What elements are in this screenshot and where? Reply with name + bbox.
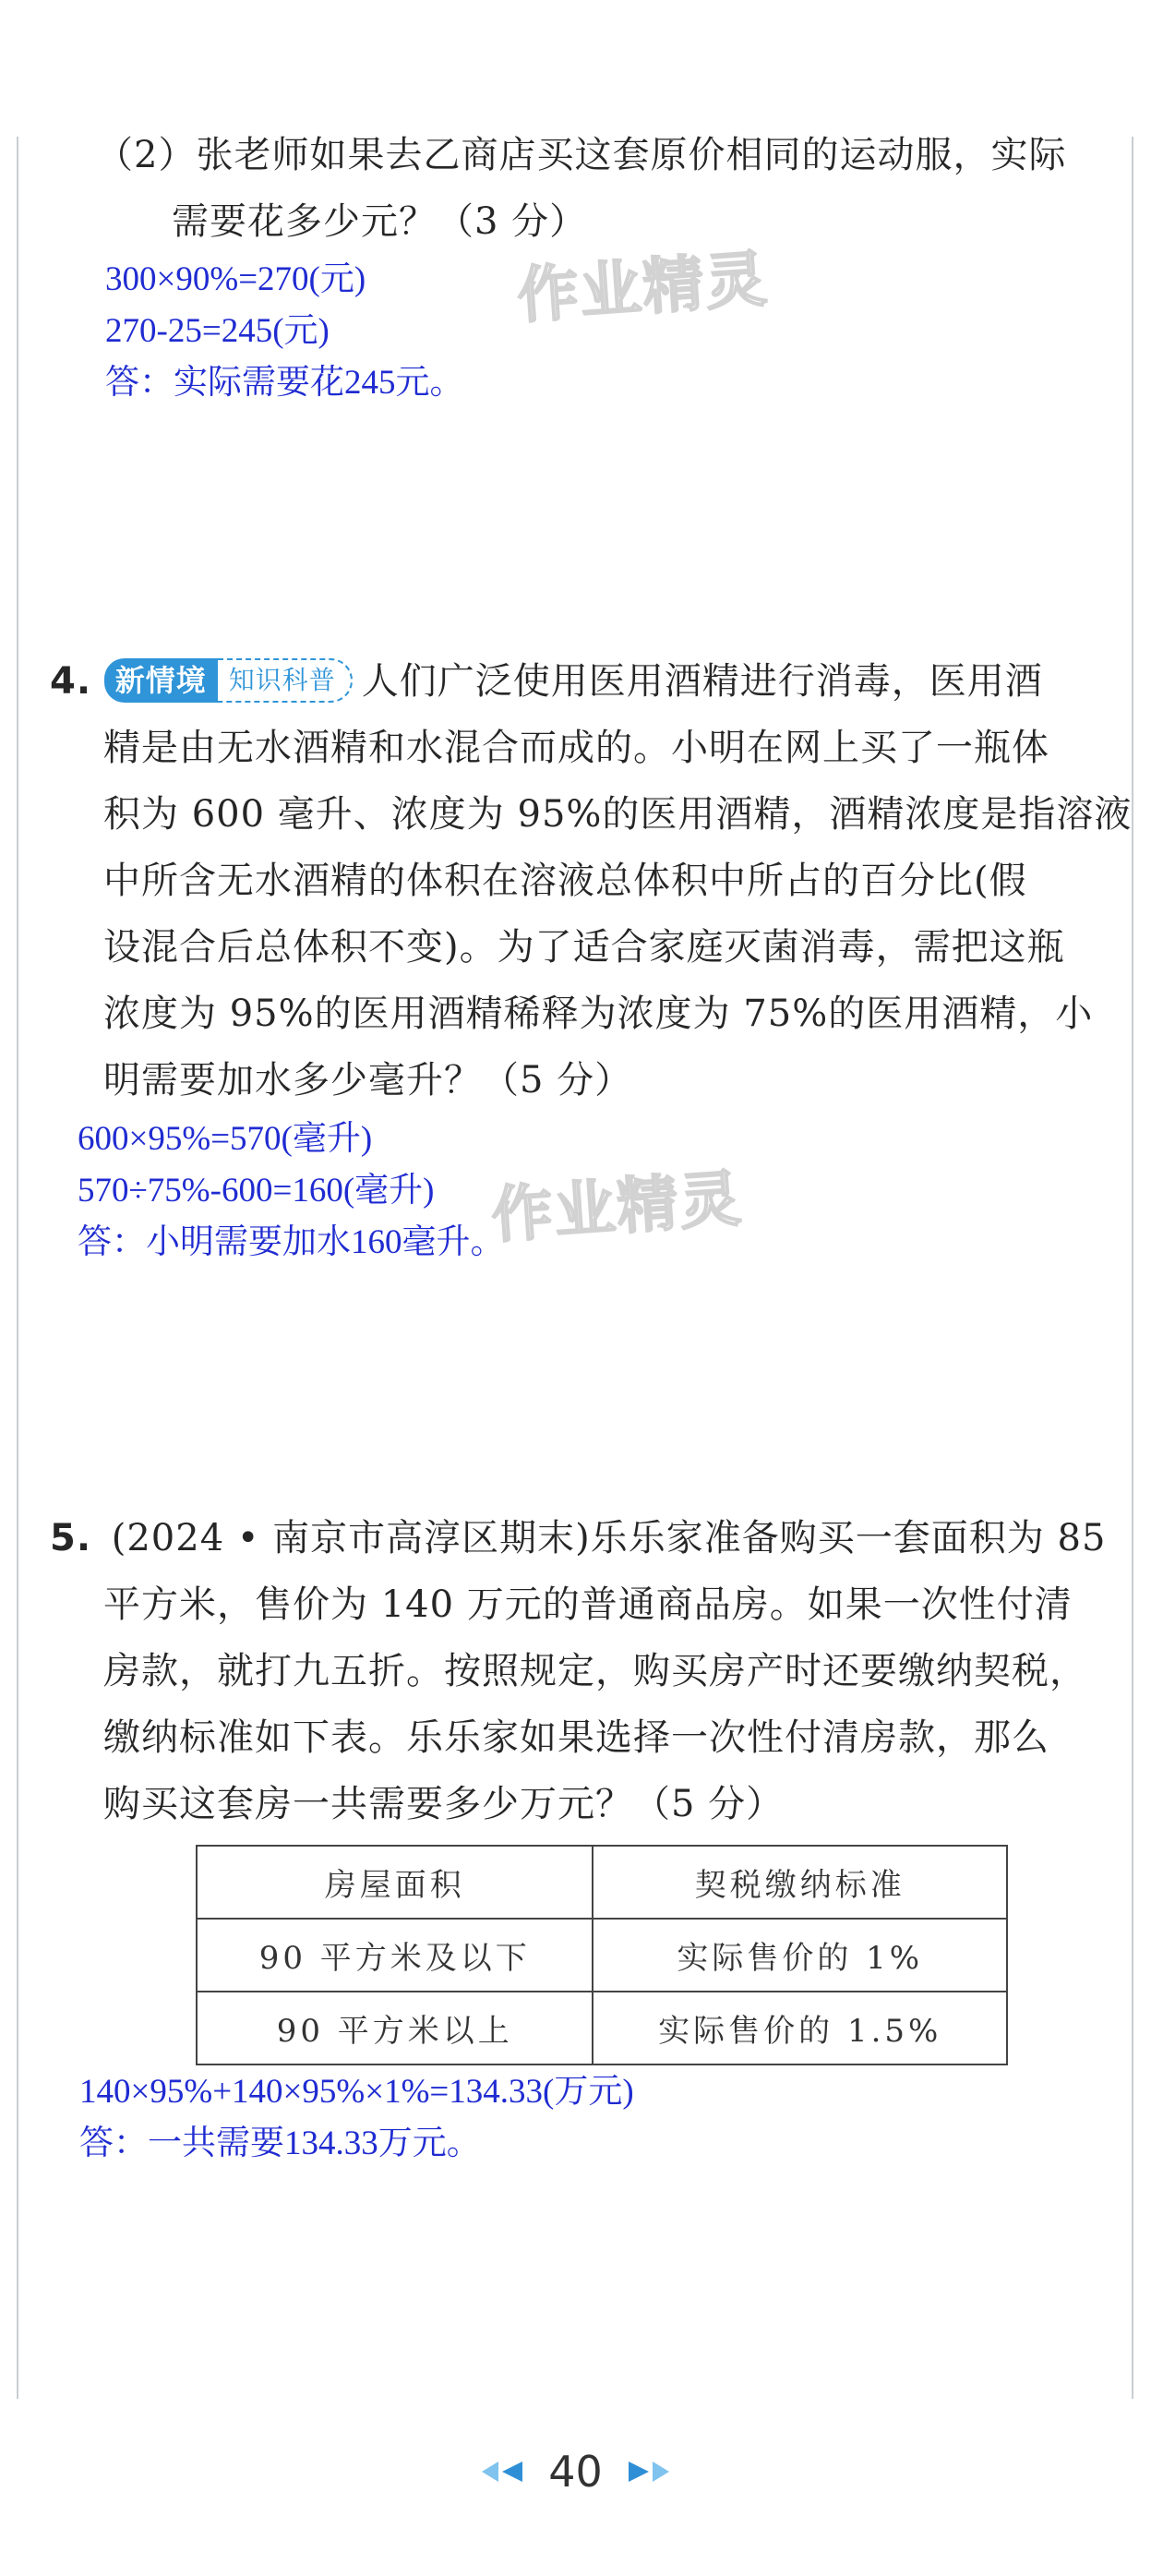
table-cell: 实际售价的 1% [593, 1919, 1007, 1992]
watermark: 作业精灵 [489, 1162, 745, 1252]
question-line: 平方米，售价为 140 万元的普通商品房。如果一次性付清 [103, 1583, 1073, 1626]
question-line [50, 648, 1132, 715]
answer-line: 140×95%+140×95%×1%=134.33(万元) [79, 2073, 634, 2111]
page-number: 40 [548, 2447, 603, 2497]
question-5 [50, 1505, 1106, 1837]
table-cell: 90 平方米及以下 [197, 1919, 593, 1992]
badge-main-label: 新情境 [104, 658, 218, 703]
table-header-cell: 契税缴纳标准 [593, 1846, 1007, 1919]
question-4 [50, 648, 1132, 1113]
next-page-light-arrow-icon[interactable] [653, 2462, 669, 2482]
answer-line: 答：实际需要花245元。 [105, 364, 464, 402]
answer-line: 570÷75%-600=160(毫升) [78, 1172, 435, 1210]
question-line: 浓度为 95%的医用酒精稀释为浓度为 75%的医用酒精，小 [103, 993, 1094, 1035]
answer-4 [78, 1113, 505, 1269]
table-row [197, 1919, 1007, 1992]
answer-line: 答：一共需要134.33万元。 [79, 2125, 481, 2162]
next-page-arrow-icon[interactable] [629, 2462, 649, 2482]
question-line: 精是由无水酒精和水混合而成的。小明在网上买了一瓶体 [103, 727, 1049, 769]
answer-line: 300×90%=270(元) [105, 260, 366, 298]
question-line: （2）张老师如果去乙商店买这套原价相同的运动服，实际 [96, 134, 1067, 176]
table-cell: 90 平方米以上 [197, 1992, 593, 2064]
previous-page-light-arrow-icon[interactable] [482, 2462, 498, 2482]
left-page-border [17, 137, 18, 2399]
question-line [50, 1505, 1106, 1571]
answer-5 [79, 2066, 634, 2170]
table-header-row [197, 1846, 1007, 1919]
answer-line: 答：小明需要加水160毫升。 [78, 1223, 505, 1261]
deed-tax-table [196, 1845, 1008, 2065]
question-line-text: 人们广泛使用医用酒精进行消毒，医用酒 [361, 660, 1043, 703]
question-line: 明需要加水多少毫升？（5 分） [103, 1059, 633, 1101]
badge-sub-label: 知识科普 [218, 658, 353, 703]
answer-line: 270-25=245(元) [105, 312, 330, 350]
table-header-cell: 房屋面积 [197, 1846, 593, 1919]
page-footer [0, 2447, 1151, 2497]
question-line-text: (2024 • 南京市高淳区期末)乐乐家准备购买一套面积为 85 [111, 1517, 1107, 1559]
answer-line: 600×95%=570(毫升) [78, 1120, 373, 1158]
question-line: 中所含无水酒精的体积在溶液总体积中所占的百分比(假 [103, 860, 1027, 902]
question-line: 房款，就打九五折。按照规定，购买房产时还要缴纳契税， [103, 1650, 1087, 1692]
new-context-badge [104, 658, 353, 703]
table-cell: 实际售价的 1.5% [593, 1992, 1007, 2064]
question-line: 设混合后总体积不变)。为了适合家庭灭菌消毒，需把这瓶 [103, 926, 1065, 969]
right-page-border [1132, 137, 1133, 2399]
table-row [197, 1992, 1007, 2064]
question-number: 4. [50, 660, 92, 703]
question-number: 5. [50, 1517, 92, 1559]
question-line: 购买这套房一共需要多少万元？（5 分） [103, 1783, 785, 1825]
answer-3 [105, 254, 464, 409]
question-3-part-2 [96, 122, 1066, 255]
question-line: 需要花多少元？（3 分） [172, 200, 588, 243]
question-line: 缴纳标准如下表。乐乐家如果选择一次性付清房款，那么 [103, 1716, 1049, 1759]
question-line: 积为 600 毫升、浓度为 95%的医用酒精，酒精浓度是指溶液 [103, 793, 1133, 836]
watermark: 作业精灵 [515, 243, 771, 332]
previous-page-arrow-icon[interactable] [502, 2462, 522, 2482]
